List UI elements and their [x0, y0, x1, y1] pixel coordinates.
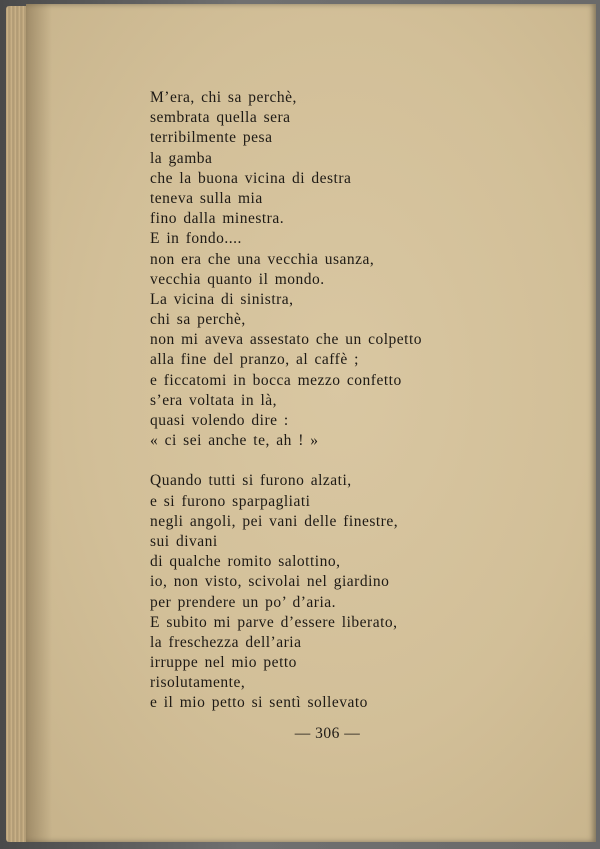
poem-line: che la buona vicina di destra [150, 169, 352, 187]
poem-line: E subito mi parve d’essere liberato, [150, 613, 398, 631]
poem-line: e il mio petto si sentì sollevato [150, 694, 368, 712]
poem-line: sui divani [150, 532, 218, 550]
poem-line: fino dalla minestra. [150, 210, 285, 228]
poem-line: irruppe nel mio petto [150, 654, 297, 672]
poem-line: « ci sei anche te, ah ! » [150, 432, 319, 450]
poem-line: vecchia quanto il mondo. [150, 270, 325, 288]
poem-line: quasi volendo dire : [150, 412, 289, 429]
stanza-1 [150, 88, 422, 451]
poem-line: di qualche romito salottino, [150, 553, 341, 571]
poem-line: io, non visto, scivolai nel giardino [150, 573, 390, 591]
poem-line: e si furono sparpagliati [150, 492, 311, 510]
poem-line: non mi aveva assestato che un colpetto [150, 331, 423, 349]
poem-line: alla fine del pranzo, al caffè ; [150, 351, 359, 369]
poem-line: s’era voltata in là, [150, 391, 278, 409]
poem-line: negli angoli, pei vani delle finestre, [150, 512, 399, 530]
poem-line: Quando tutti si furono alzati, [150, 472, 352, 490]
poem-line: M’era, chi sa perchè, [150, 89, 297, 106]
page-number: — 306 — [294, 725, 361, 742]
poem-line: sembrata quella sera [150, 109, 291, 127]
poem-line: non era che una vecchia usanza, [150, 250, 375, 268]
poem-line: terribilmente pesa [150, 129, 273, 147]
poem-line: La vicina di sinistra, [150, 290, 294, 308]
poem-text [150, 88, 422, 734]
poem-line: chi sa perchè, [150, 311, 246, 329]
poem-line: la freschezza dell’aria [150, 633, 302, 651]
poem-line: teneva sulla mia [150, 189, 263, 207]
stanza-2 [150, 471, 422, 713]
poem-line: risolutamente, [150, 674, 246, 692]
poem-line: la gamba [150, 149, 213, 167]
poem-line: E in fondo.... [150, 230, 242, 248]
poem-line: per prendere un po’ d’aria. [150, 593, 337, 611]
gutter-shadow [26, 4, 52, 842]
poem-line: e ficcatomi in bocca mezzo confetto [150, 371, 402, 389]
